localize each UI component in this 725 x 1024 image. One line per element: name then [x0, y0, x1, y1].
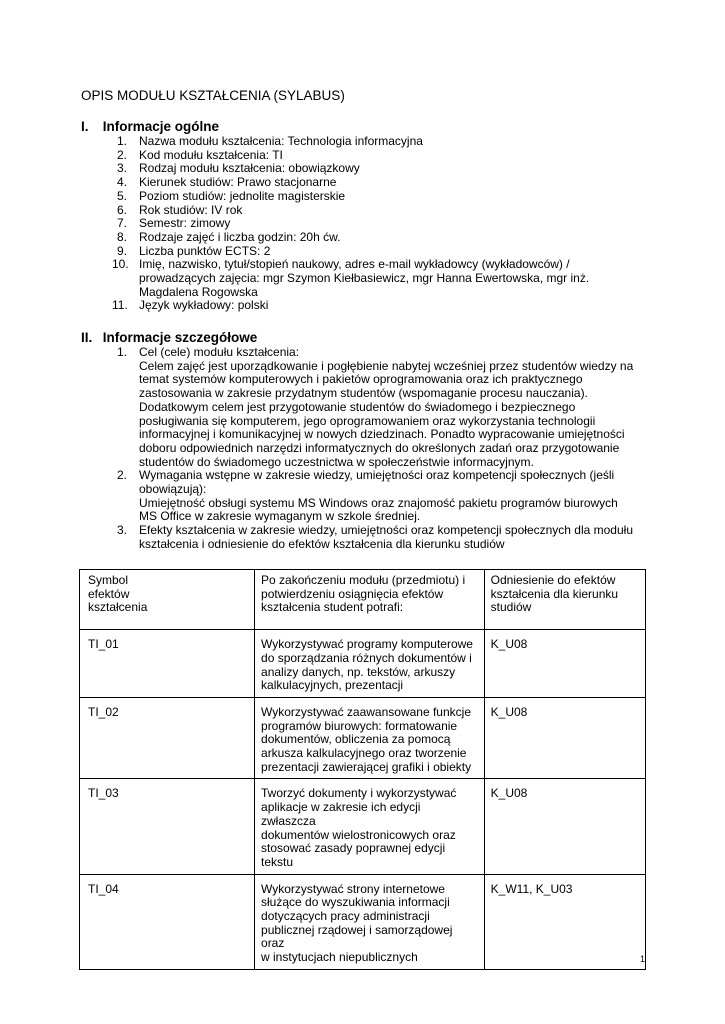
header-symbol: Symbol efektów kształcenia [80, 570, 255, 630]
cell-effect: Tworzyć dokumenty i wykorzystywać aplikacje w zakresie ich edycji zwłaszcza dokumentów wielostronicowych oraz stosować zasady poprawnej edycji tekstu [255, 779, 485, 874]
document-title: OPIS MODUŁU KSZTAŁCENIA (SYLABUS) [81, 88, 345, 103]
table-row [80, 779, 646, 874]
cell-symbol: TI_04 [80, 874, 255, 969]
list-item: 10. Imię, nazwisko, tytuł/stopień naukowy, adres e-mail wykładowcy (wykładowców) / prowadzących zajęcia: mgr Szymon Kiełbasiewicz, mgr Hanna Ewertowska, mgr inż. Magdalena Rogowska [112, 257, 590, 299]
cell-reference: K_W11, K_U03 [484, 874, 645, 969]
section-1-heading [81, 119, 219, 135]
section-2-title: Informacje szczegółowe [102, 330, 258, 345]
list-item: 11. Język wykładowy: polski [112, 298, 269, 313]
cell-symbol: TI_03 [80, 779, 255, 874]
list-item: 2. Kod modułu kształcenia: TI [117, 147, 283, 162]
list-item: 3. Rodzaj modułu kształcenia: obowiązkowy [117, 161, 360, 176]
list-item: 4. Kierunek studiów: Prawo stacjonarne [117, 175, 337, 190]
list-item: 1. Cel (cele) modułu kształcenia: Celem zajęć jest uporządkowanie i pogłębienie nabytej wcześniej przez studentów wiedzy na temat systemów komputerowych i pakietów oprogramowania oraz ich praktycznego zastosowania w zakresie przydatnym studentów (wspomaganie procesu nauczania). Dodatkowym celem jest przygotowanie studentów do świadomego i bezpiecznego posługiwania się komputerem, jego oprogramowaniem oraz wykorzystania technologii informacyjnej i komunikacyjnej w nowych dziedzinach. Ponadto wypracowanie umiejętności doboru odpowiednich narzędzi informatycznych do określonych zadań oraz przygotowanie studentów do świadomego uczestnictwa w społeczeństwie informacyjnym. [117, 345, 634, 469]
list-item: 1. Nazwa modułu kształcenia: Technologia informacyjna [117, 134, 423, 148]
cell-effect: Wykorzystywać zaawansowane funkcje programów biurowych: formatowanie dokumentów, obliczenia za pomocą arkusza kalkulacyjnego oraz tworzenie prezentacji zawierającej grafiki i obiekty [255, 697, 485, 779]
learning-outcomes-table [79, 569, 646, 970]
section-2-numeral: II. [81, 330, 93, 345]
list-item: 2. Wymagania wstępne w zakresie wiedzy, umiejętności oraz kompetencji społecznych (jeśli obowiązują): Umiejętność obsługi systemu MS Windows oraz znajomość pakietu programów biurowych MS Office w zakresie wymaganym w szkole średniej. [117, 468, 618, 524]
header-reference: Odniesienie do efektów kształcenia dla kierunku studiów [484, 570, 645, 630]
general-info-list [112, 134, 657, 313]
table-header-row [80, 570, 646, 630]
cell-symbol: TI_02 [80, 697, 255, 779]
detailed-info-list [117, 346, 657, 552]
cell-reference: K_U08 [484, 630, 645, 698]
list-item: 3. Efekty kształcenia w zakresie wiedzy, umiejętności oraz kompetencji społecznych dla modułu kształcenia i odniesienie do efektów kształcenia dla kierunku studiów [117, 523, 633, 551]
section-1-numeral: I. [81, 119, 89, 134]
list-item: 6. Rok studiów: IV rok [117, 202, 243, 217]
list-item: 9. Liczba punktów ECTS: 2 [117, 243, 271, 258]
page-number: 1 [640, 954, 646, 964]
cell-reference: K_U08 [484, 697, 645, 779]
cell-effect: Wykorzystywać strony internetowe służące do wyszukiwania informacji dotyczących pracy administracji publicznej rządowej i samorządowej oraz w instytucjach niepublicznych [255, 874, 485, 969]
cell-symbol: TI_01 [80, 630, 255, 698]
section-2-heading [81, 330, 257, 346]
cell-effect: Wykorzystywać programy komputerowe do sporządzania różnych dokumentów i analizy danych, np. tekstów, arkuszy kalkulacyjnych, prezentacji [255, 630, 485, 698]
table-row [80, 630, 646, 698]
list-item: 7. Semestr: zimowy [117, 216, 231, 231]
list-item: 8. Rodzaje zajęć i liczba godzin: 20h ćw. [117, 229, 341, 244]
table-row [80, 697, 646, 779]
section-1-title: Informacje ogólne [102, 119, 220, 134]
header-effect: Po zakończeniu modułu (przedmiotu) i potwierdzeniu osiągnięcia efektów kształcenia student potrafi: [255, 570, 485, 630]
table-row [80, 874, 646, 969]
cell-reference: K_U08 [484, 779, 645, 874]
list-item: 5. Poziom studiów: jednolite magisterskie [117, 188, 346, 203]
